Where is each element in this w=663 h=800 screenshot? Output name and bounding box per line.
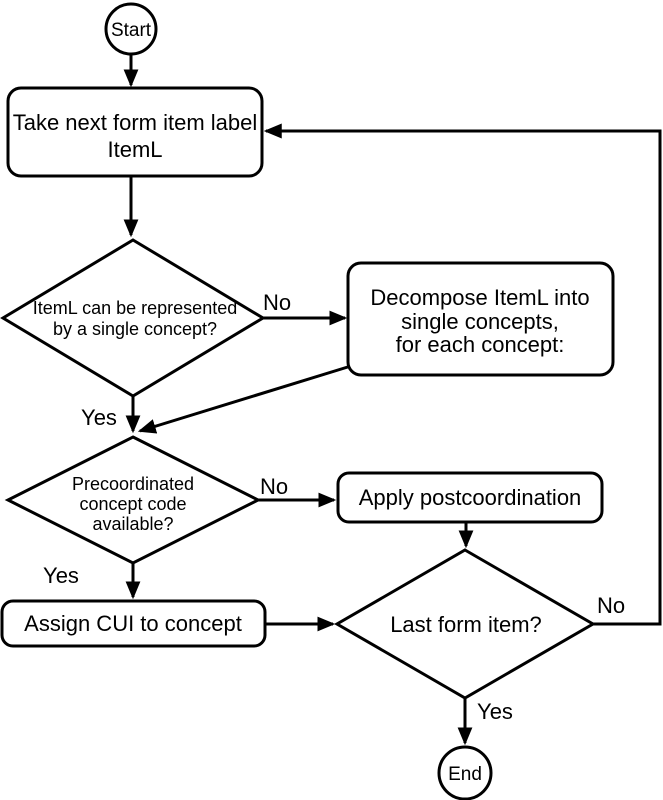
end-label: End (448, 764, 482, 785)
precoordinated-no-label: No (259, 474, 289, 499)
precoordinated-label-line1: Precoordinated (71, 474, 195, 494)
precoordinated-label-line3: available? (92, 514, 174, 534)
decompose-label-line3: for each concept: (395, 332, 565, 357)
single-concept-decision (3, 240, 263, 396)
last-form-item-no-label: No (596, 593, 626, 618)
single-concept-no-label: No (262, 290, 292, 315)
single-concept-yes-label: Yes (81, 405, 117, 430)
take-next-item-label-line2: ItemL (107, 137, 163, 162)
precoordinated-label-line2: concept code (79, 494, 187, 514)
decompose-label-line2: single concepts, (401, 309, 559, 334)
start-label: Start (110, 20, 152, 41)
last-form-item-label: Last form item? (390, 612, 542, 637)
edge-decompose-to-precoordinated (140, 366, 351, 431)
take-next-item-label-line1: Take next form item label (12, 110, 258, 135)
single-concept-label-line1: ItemL can be represented (32, 298, 238, 318)
precoordinated-yes-label: Yes (43, 563, 79, 588)
last-form-item-yes-label: Yes (477, 699, 513, 724)
single-concept-label-line2: by a single concept? (52, 319, 218, 339)
decompose-label-line1: Decompose ItemL into (370, 285, 590, 310)
apply-postcoordination-label: Apply postcoordination (358, 485, 582, 510)
assign-cui-label: Assign CUI to concept (24, 611, 242, 636)
